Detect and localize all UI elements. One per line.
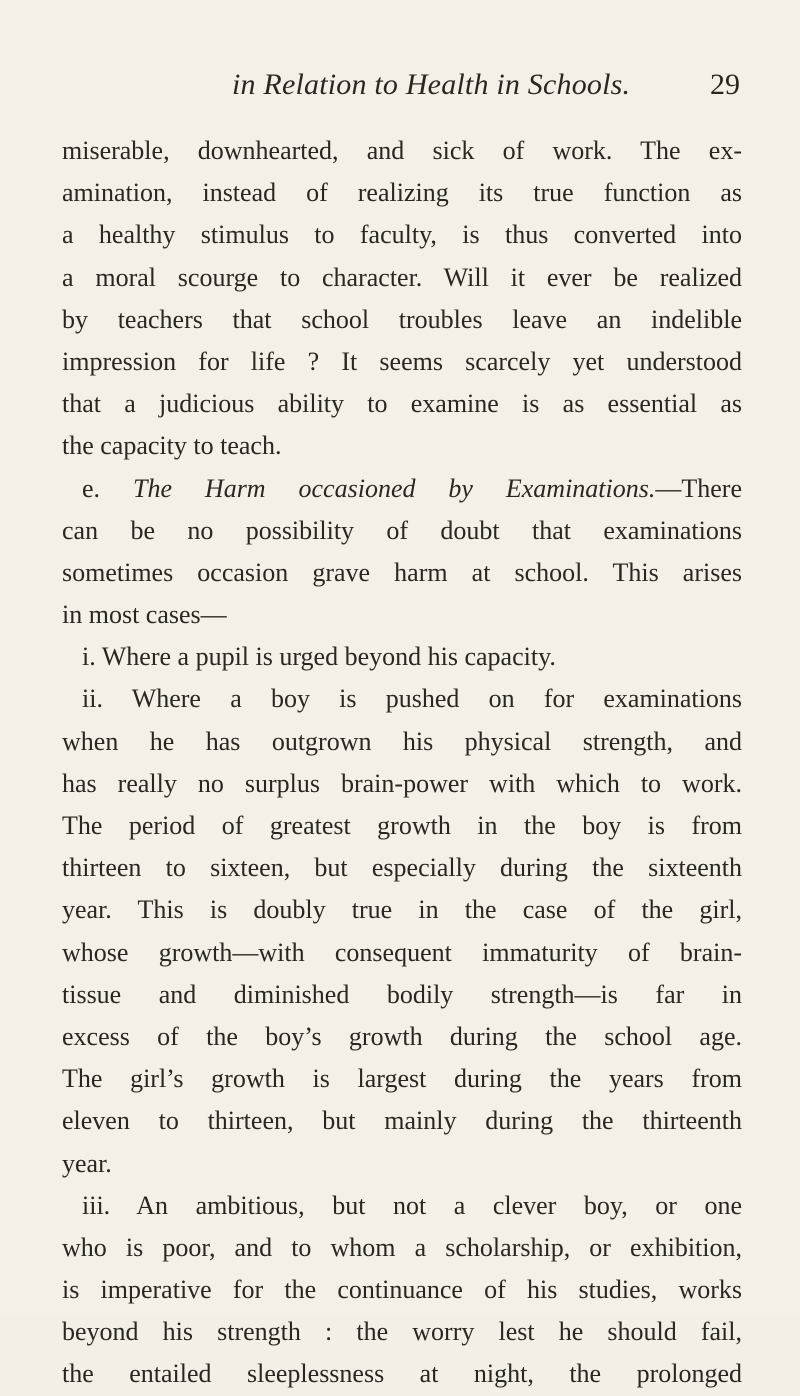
text-line: can be no possibility of doubt that examinations xyxy=(62,515,742,545)
text-line: has really no surplus brain-power with which to work. xyxy=(62,768,742,798)
text-line: eleven to thirteen, but mainly during the thirteenth xyxy=(62,1106,742,1136)
text-line: a moral scourge to character. Will it ever be realized xyxy=(62,262,742,292)
text-line: in most cases— xyxy=(62,600,227,630)
text-line: tissue and diminished bodily strength—is far in xyxy=(62,979,742,1009)
text-line: miserable, downhearted, and sick of work. The ex- xyxy=(62,136,742,165)
list-item-line: ii. Where a boy is pushed on for examinations xyxy=(82,684,742,714)
text-line: amination, instead of realizing its true function as xyxy=(62,178,742,208)
page-number: 29 xyxy=(710,68,740,101)
text-line: is imperative for the continuance of his studies, works xyxy=(62,1275,742,1305)
text-line: impression for life ? It seems scarcely yet understood xyxy=(62,346,742,376)
text-line: the capacity to teach. xyxy=(62,431,282,461)
text-line: beyond his strength : the worry lest he should fail, xyxy=(62,1317,742,1347)
text-line: year. This is doubly true in the case of the girl, xyxy=(62,895,742,925)
text-line: sometimes occasion grave harm at school. This arises xyxy=(62,557,742,587)
text-line: by teachers that school troubles leave an indelible xyxy=(62,304,742,334)
body-text xyxy=(62,130,742,1396)
section-lead-text: —There xyxy=(655,473,742,503)
text-line: who is poor, and to whom a scholarship, or exhibition, xyxy=(62,1232,742,1262)
text-line: when he has outgrown his physical strength, and xyxy=(62,726,742,756)
text-line: thirteen to sixteen, but especially during the sixteenth xyxy=(62,853,742,883)
text-line: year. xyxy=(62,1148,112,1178)
text-line: The period of greatest growth in the boy is from xyxy=(62,811,742,840)
text-line: whose growth—with consequent immaturity of brain- xyxy=(62,937,742,967)
running-title: in Relation to Health in Schools. xyxy=(232,68,631,101)
text-line: excess of the boy’s growth during the school age. xyxy=(62,1021,742,1051)
running-header xyxy=(60,68,740,108)
text-line: that a judicious ability to examine is as essential as xyxy=(62,389,742,419)
list-item-line: i. Where a pupil is urged beyond his capacity. xyxy=(82,642,556,672)
list-item-line: iii. An ambitious, but not a clever boy, or one xyxy=(82,1190,742,1220)
section-heading-line xyxy=(62,468,742,510)
text-line: a healthy stimulus to faculty, is thus converted into xyxy=(62,220,742,250)
section-heading: The Harm occasioned by Examinations. xyxy=(132,473,656,503)
text-line: the entailed sleeplessness at night, the prolonged xyxy=(62,1359,742,1389)
text-line: The girl’s growth is largest during the years from xyxy=(62,1064,742,1094)
section-marker: e. xyxy=(82,473,101,503)
